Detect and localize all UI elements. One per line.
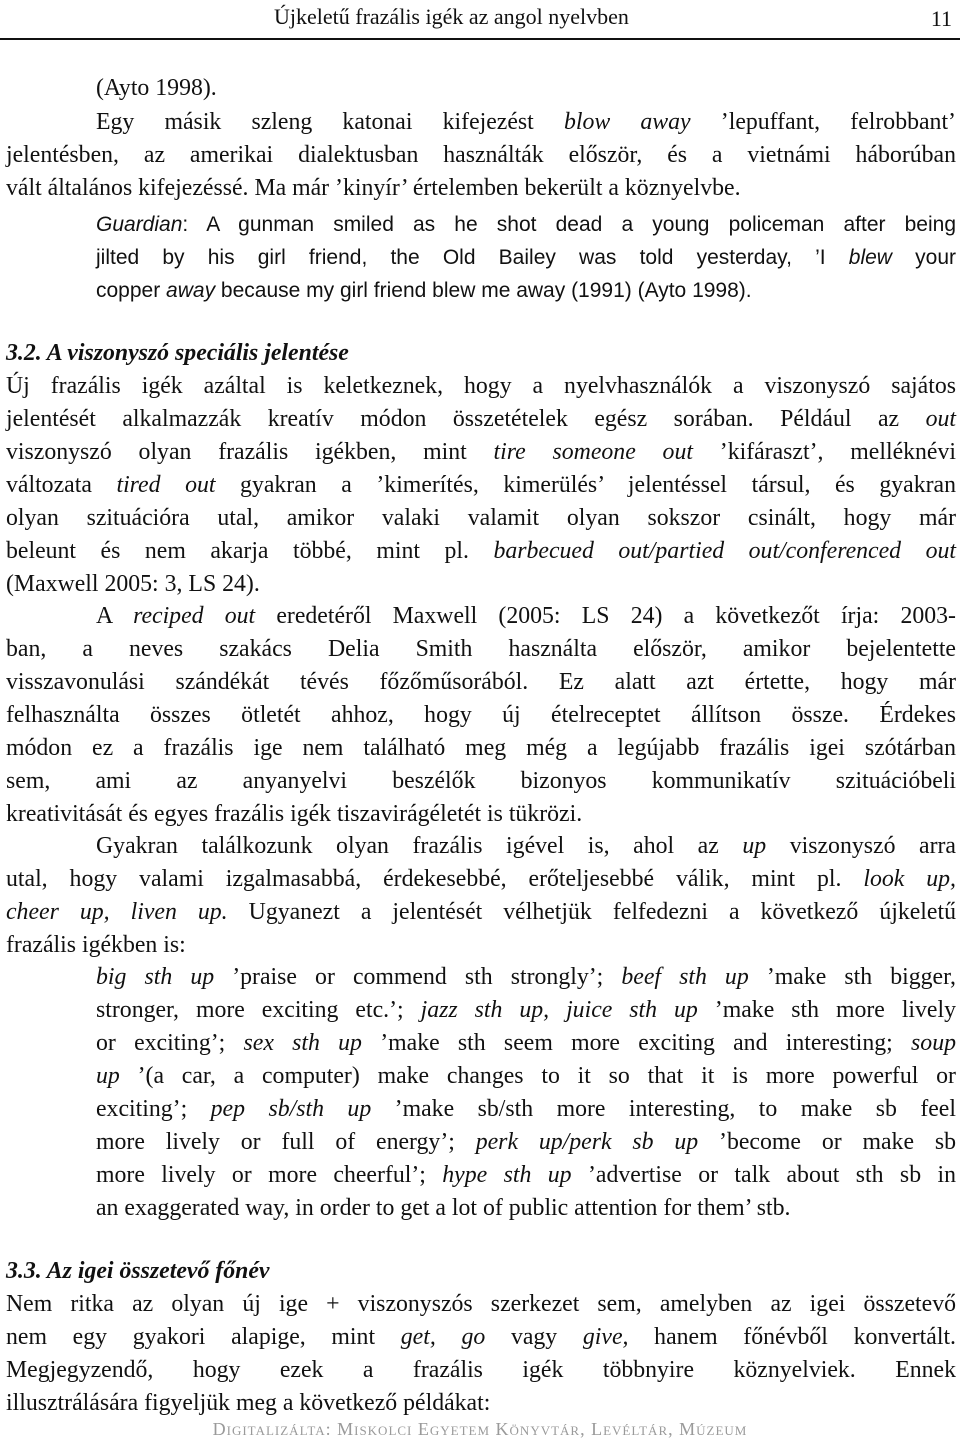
quote-line: jilted by his girl friend, the Old Bailey was told yesterday, ’I blew your [96, 246, 957, 269]
text-line: jelentésben, az amerikai dialektusban használták először, és a vietnámi háborúban [6, 142, 956, 168]
example-line: or exciting’; sex sth up ’make sth seem more exciting and interesting; soup [96, 1030, 956, 1056]
page-number: 11 [930, 6, 952, 31]
text-line: változata tired out gyakran a ’kimerítés, kimerülés’ jelentéssel társul, és gyakran [6, 472, 956, 498]
digitization-footer: Digitalizálta: Miskolci Egyetem Könyvtár, Levéltár, Múzeum [212, 1419, 748, 1439]
text-line: sem, ami az anyanyelvi beszélők bizonyos kommunikatív szituációbeli [6, 768, 956, 794]
example-line: up ’(a car, a computer) make changes to it so that it is more powerful or [96, 1063, 956, 1089]
text-line: (Maxwell 2005: 3, LS 24). [6, 571, 260, 597]
section-heading: 3.3. Az igei összetevő főnév [6, 1258, 270, 1284]
example-line: stronger, more exciting etc.’; jazz sth up, juice sth up ’make sth more lively [96, 997, 957, 1023]
text-line: beleunt és nem akarja többé, mint pl. barbecued out/partied out/conferenced out [6, 538, 956, 564]
text-line: utal, hogy valami izgalmasabbá, érdekesebbé, erőteljesebbé válik, mint pl. look up, [6, 866, 956, 892]
quote-line: copper away because my girl friend blew me away (1991) (Ayto 1998). [96, 279, 752, 302]
text-line: A reciped out eredetéről Maxwell (2005: LS 24) a következőt írja: 2003- [96, 603, 956, 629]
text-line: Gyakran találkozunk olyan frazális igével is, ahol az up viszonyszó arra [96, 833, 956, 859]
text-line: Új frazális igék azáltal is keletkeznek, hogy a nyelvhasználók a viszonyszó sajátos [6, 373, 956, 399]
running-title: Újkeletű frazális igék az angol nyelvben [274, 4, 629, 29]
text-line: Megjegyzendő, hogy ezek a frazális igék többnyire köznyelviek. Ennek [6, 1357, 956, 1383]
example-line: exciting’; pep sb/sth up ’make sb/sth more interesting, to make sb feel [96, 1096, 956, 1122]
text-line: olyan szituációra utal, amikor valaki valamit olyan sokszor csinált, hogy már [6, 505, 956, 531]
text-line: módon ez a frazális ige nem található meg még a legújabb frazális igei szótárban [6, 735, 956, 761]
text-line: Nem ritka az olyan új ige + viszonyszós szerkezet sem, amelyben az igei összetevő [6, 1291, 956, 1317]
text-line: viszonyszó olyan frazális igékben, mint tire someone out ’kifáraszt’, melléknévi [6, 439, 957, 465]
text-line: jelentését alkalmazzák kreatív módon összetételek egész sorában. Például az out [6, 406, 956, 432]
example-line: more lively or full of energy’; perk up/perk sb up ’become or make sb [96, 1129, 957, 1155]
section-heading: 3.2. A viszonyszó speciális jelentése [6, 340, 349, 366]
text-line: illusztrálására figyeljük meg a következő példákat: [6, 1390, 491, 1416]
text-line: frazális igékben is: [6, 932, 186, 958]
example-line: more lively or more cheerful’; hype sth up ’advertise or talk about sth sb in [96, 1162, 956, 1188]
text-line: cheer up, liven up. Ugyanezt a jelentését vélhetjük felfedezni a következő újkeletű [6, 899, 956, 925]
example-line: an exaggerated way, in order to get a lot of public attention for them’ stb. [96, 1195, 791, 1221]
running-header [0, 0, 960, 40]
text-line: visszavonulási szándékát tévés főzőműsorából. Ez alatt azt értette, hogy már [6, 669, 956, 695]
text-line: ban, a neves szakács Delia Smith használta először, amikor bejelentette [6, 636, 956, 662]
example-line: big sth up ’praise or commend sth strongly’; beef sth up ’make sth bigger, [96, 964, 956, 990]
text-line: nem egy gyakori alapige, mint get, go vagy give, hanem főnévből konvertált. [6, 1324, 957, 1350]
quote-line: Guardian: A gunman smiled as he shot dead a young policeman after being [96, 213, 956, 236]
text-line: vált általános kifejezéssé. Ma már ’kinyír’ értelemben bekerült a köznyelvbe. [6, 175, 741, 201]
text-line: (Ayto 1998). [96, 75, 217, 101]
text-line: felhasználta összes ötletét ahhoz, hogy új ételreceptet állítson össze. Érdekes [6, 702, 956, 728]
text-line: kreativitását és egyes frazális igék tiszavirágéletét is tükrözi. [6, 801, 583, 827]
text-line: Egy másik szleng katonai kifejezést blow away ’lepuffant, felrobbant’ [96, 109, 956, 135]
